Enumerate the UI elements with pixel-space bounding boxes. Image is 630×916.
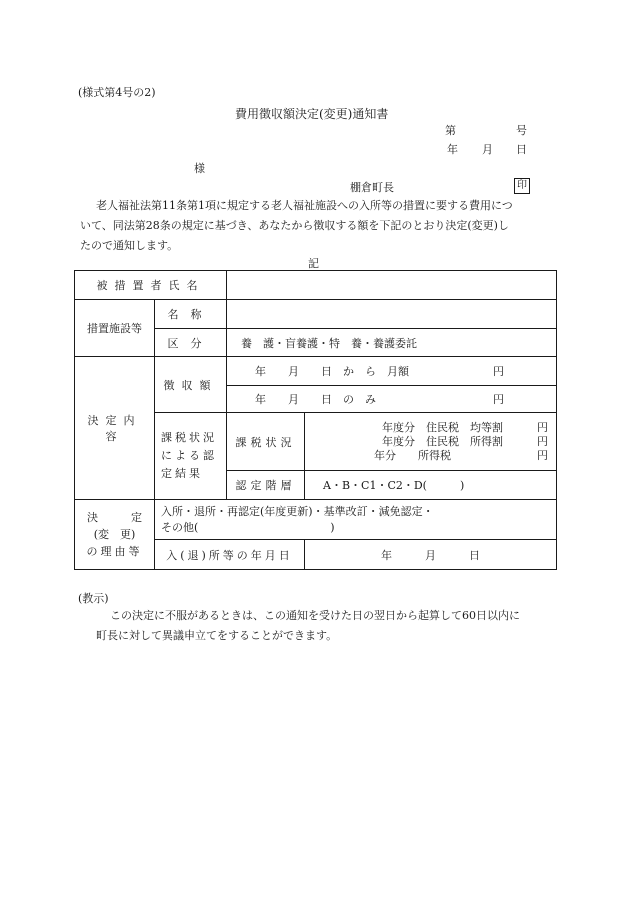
- entry-date-value: 年 月 日: [305, 540, 557, 570]
- subject-name-label: 被措置者氏名: [75, 271, 227, 300]
- detail-table: [74, 270, 557, 570]
- instruction-line-2: 町長に対して異議申立てをすることができます。: [96, 629, 338, 642]
- decision-label: 決定内容: [75, 357, 155, 500]
- cert-level-label: 認定階層: [227, 471, 305, 500]
- ki-label: 記: [308, 257, 319, 270]
- entry-date-label: 入(退)所等の年月日: [155, 540, 305, 570]
- date-tsuki: 月: [482, 143, 493, 156]
- facility-class-label: 区分: [155, 329, 227, 357]
- facility-name-label: 名称: [155, 300, 227, 329]
- number-go: 号: [516, 124, 527, 137]
- document-title: 費用徴収額決定(変更)通知書: [235, 107, 389, 121]
- number-dai: 第: [445, 124, 456, 137]
- addressee-sama: 様: [194, 162, 205, 175]
- tax-status-value: 年度分 住民税 均等割 円 年度分 住民税 所得割 円 年分 所得税 円: [305, 413, 557, 471]
- instruction-text: [96, 606, 556, 646]
- issuer: 棚倉町長: [350, 181, 394, 194]
- tax-cert-label: 課税状況 による認 定結果: [155, 413, 227, 500]
- seal-icon: 印: [514, 178, 530, 194]
- collection-row-2: 年 月 日 の み 円: [227, 386, 557, 413]
- date-hi: 日: [516, 143, 527, 156]
- subject-name-value: [227, 271, 557, 300]
- body-text: [80, 196, 554, 256]
- form-id: (様式第4号の2): [78, 86, 156, 99]
- body-line-1: 老人福祉法第11条第1項に規定する老人福祉施設への入所等の措置に要する費用につ: [96, 199, 513, 212]
- facility-name-value: [227, 300, 557, 329]
- collection-label: 徴収額: [155, 357, 227, 413]
- body-line-2: いて、同法第28条の規定に基づき、あなたから徴収する額を下記のとおり決定(変更)し: [80, 219, 509, 232]
- reason-value: 入所・退所・再認定(年度更新)・基準改訂・減免認定・ その他( ): [155, 500, 557, 540]
- instruction-label: (教示): [78, 592, 109, 605]
- facility-label: 措置施設等: [75, 300, 155, 357]
- instruction-line-1: この決定に不服があるときは、この通知を受けた日の翌日から起算して60日以内に: [110, 609, 520, 622]
- body-line-3: たので通知します。: [80, 239, 179, 252]
- tax-status-label: 課税状況: [227, 413, 305, 471]
- facility-class-value: 養 護・盲養護・特 養・養護委託: [227, 329, 557, 357]
- collection-row-1: 年 月 日 か ら 月額 円: [227, 357, 557, 386]
- reason-label: 決 定 (変 更) の理由等: [75, 500, 155, 570]
- date-nen: 年: [447, 143, 458, 156]
- cert-level-value: A・B・C1・C2・D( ): [305, 471, 557, 500]
